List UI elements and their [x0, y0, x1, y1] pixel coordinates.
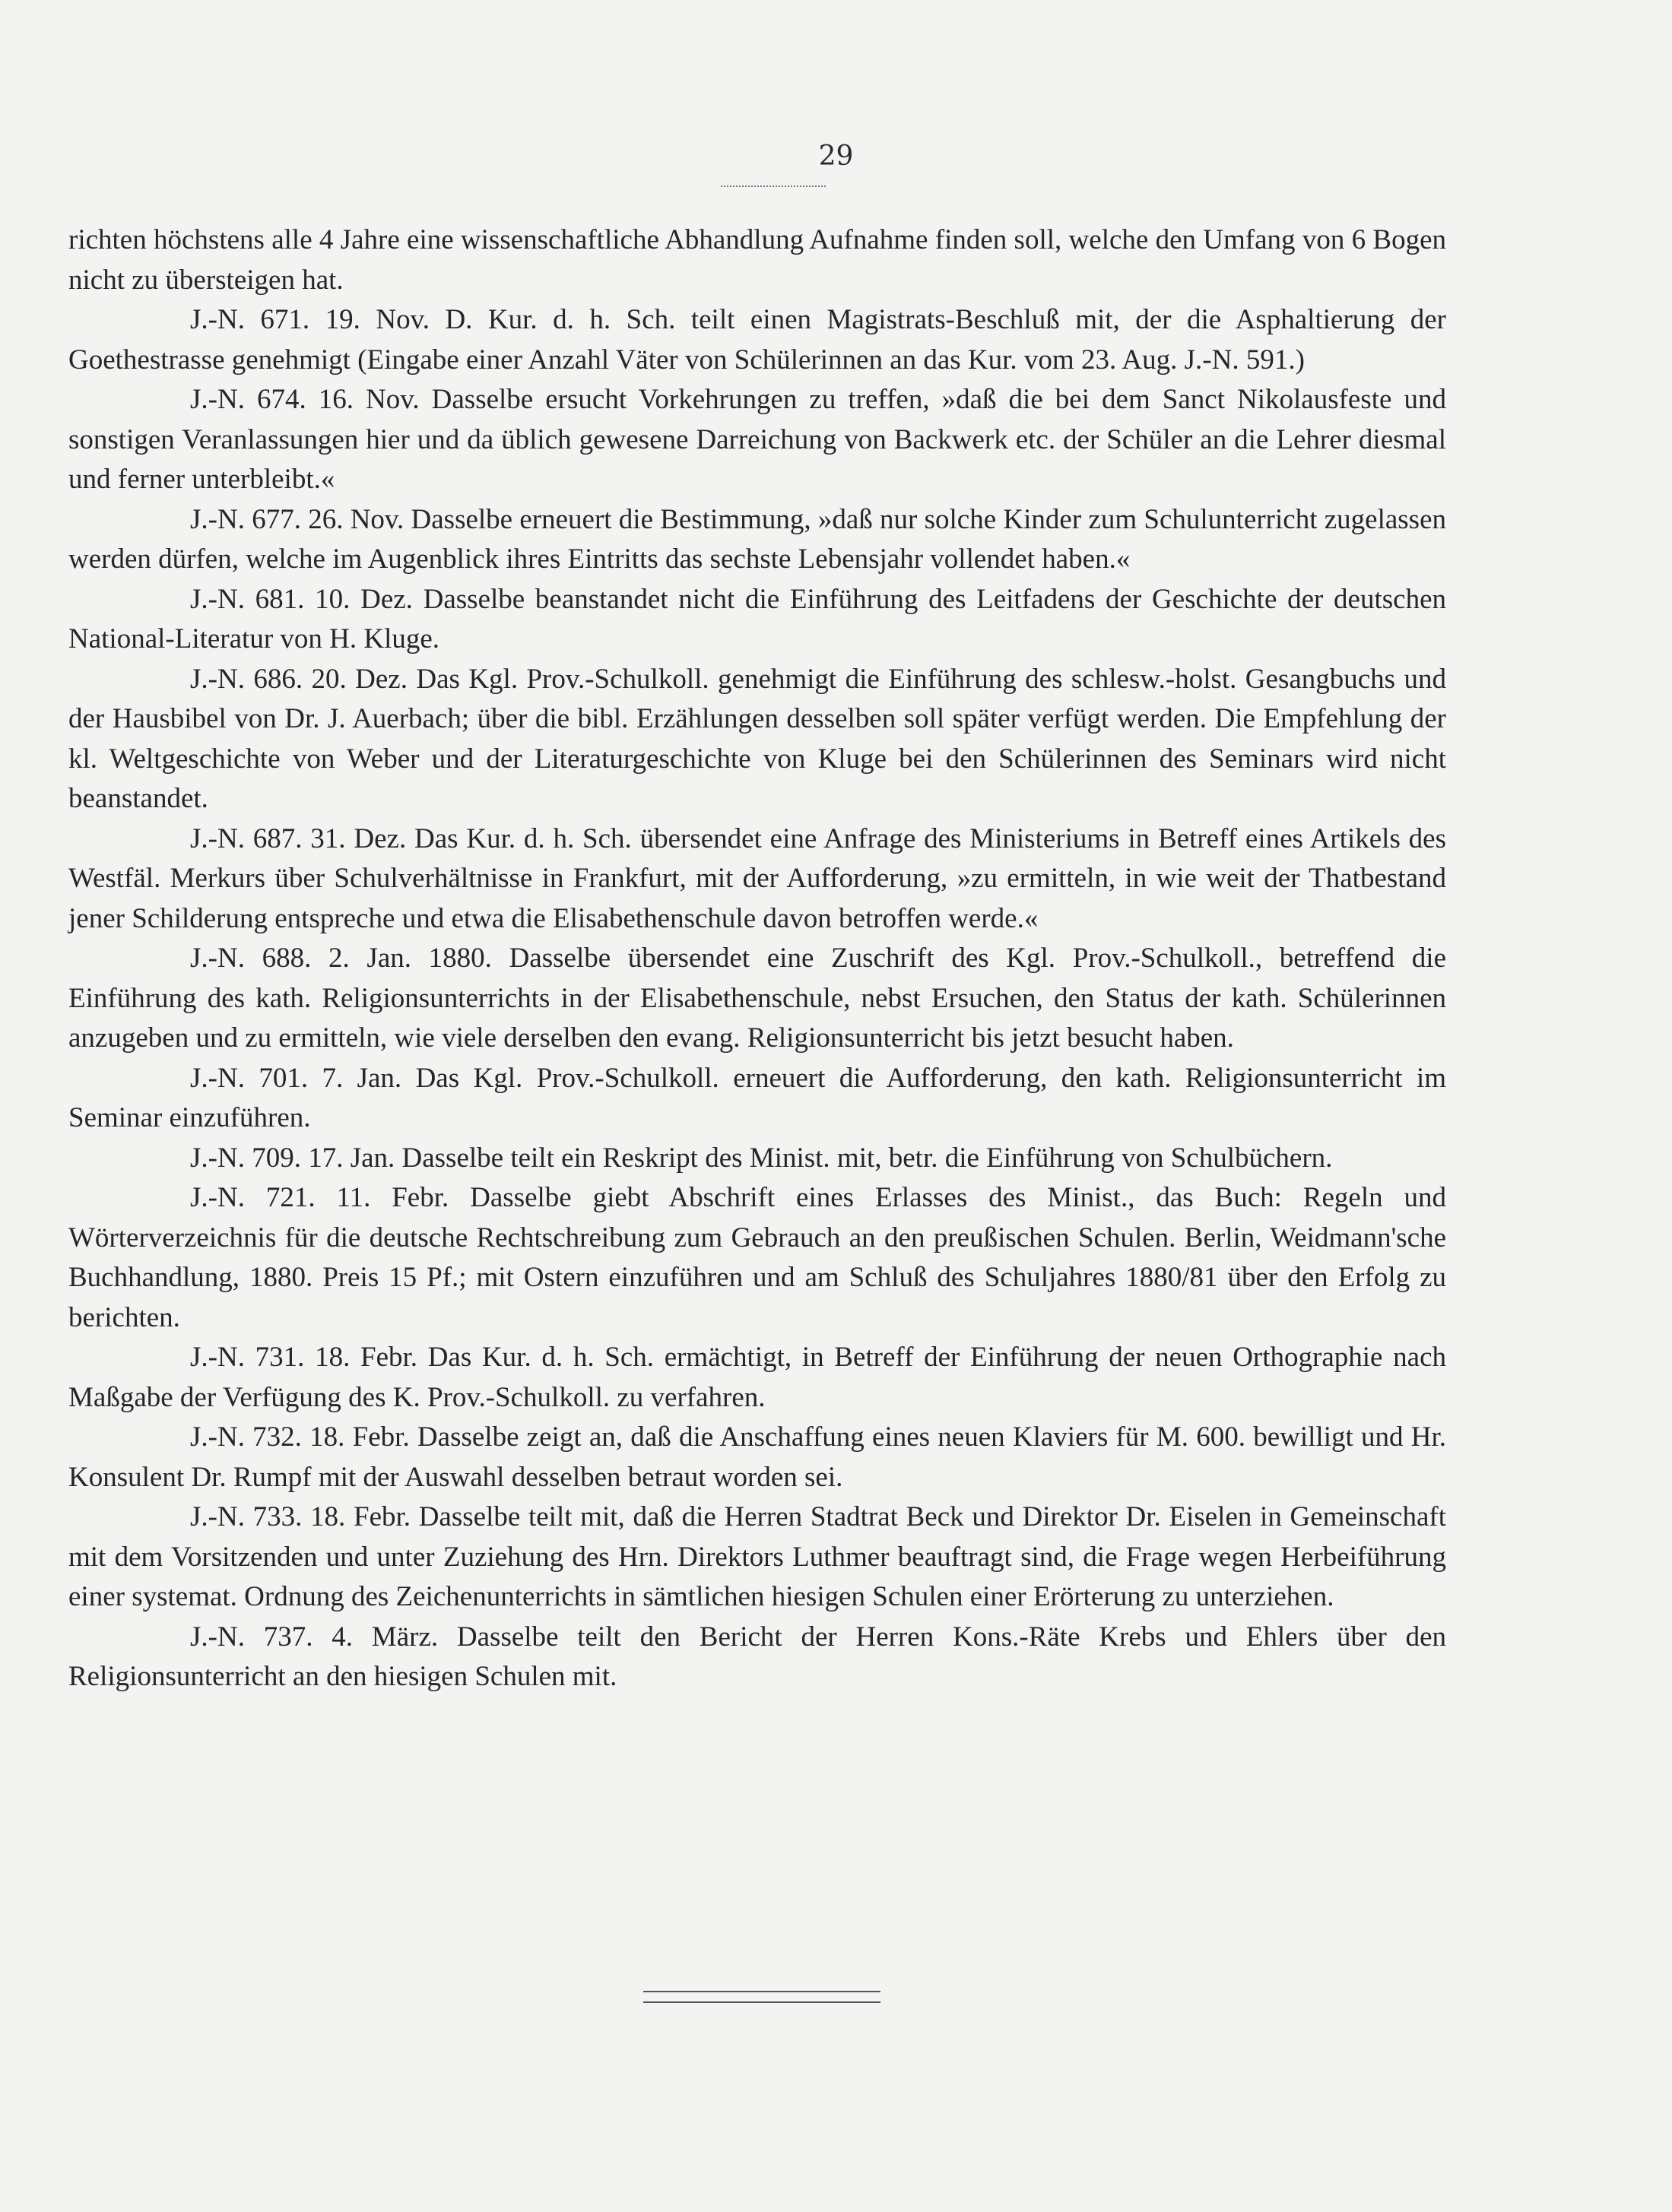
- journal-entry: J.-N. 701. 7. Jan. Das Kgl. Prov.-Schulkoll. erneuert die Aufforderung, den kath. Religionsunterricht im Seminar einzuführen.: [68, 1062, 1446, 1133]
- continued-paragraph: richten höchstens alle 4 Jahre eine wissenschaftliche Abhandlung Aufnahme finden soll, welche den Umfang von 6 Bogen nicht zu übersteigen hat.: [68, 224, 1446, 296]
- journal-entry: J.-N. 737. 4. März. Dasselbe teilt den Bericht der Herren Kons.-Räte Krebs und Ehlers über den Religionsunterricht an den hiesigen Schulen mit.: [68, 1621, 1446, 1692]
- journal-entry: J.-N. 686. 20. Dez. Das Kgl. Prov.-Schulkoll. genehmigt die Einführung des schlesw.-holst. Gesangbuchs und der Hausbibel von Dr. J. Auerbach; über die bibl. Erzählungen desselben soll später verfügt werden. Die Empfehlung der kl. Weltgeschichte von Weber und der Literaturgeschichte von Kluge bei den Schülerinnen des Seminars wird nicht beanstandet.: [68, 663, 1446, 814]
- journal-entry: J.-N. 674. 16. Nov. Dasselbe ersucht Vorkehrungen zu treffen, »daß die bei dem Sanct Nikolausfeste und sonstigen Veranlassungen hier und da üblich gewesene Darreichung von Backwerk etc. der Schüler an die Lehrer diesmal und ferner unterbleibt.«: [68, 384, 1446, 495]
- journal-entry: J.-N. 709. 17. Jan. Dasselbe teilt ein Reskript des Minist. mit, betr. die Einführung von Schulbüchern.: [190, 1142, 1333, 1174]
- journal-entry: J.-N. 733. 18. Febr. Dasselbe teilt mit, daß die Herren Stadtrat Beck und Direktor Dr. Eiselen in Gemeinschaft mit dem Vorsitzenden und unter Zuziehung des Hrn. Direktors Luthmer beauftragt sind, die Frage wegen Herbeiführung einer systemat. Ordnung des Zeichenunterrichts in sämtlichen hiesigen Schulen einer Erörterung zu unterziehen.: [68, 1501, 1446, 1612]
- page-number: 29: [818, 141, 854, 172]
- journal-entry: J.-N. 732. 18. Febr. Dasselbe zeigt an, daß die Anschaffung eines neuen Klaviers für M. 600. bewilligt und Hr. Konsulent Dr. Rumpf mit der Auswahl desselben betraut worden sei.: [68, 1421, 1446, 1493]
- body-text: [68, 220, 1446, 1697]
- journal-entry: J.-N. 671. 19. Nov. D. Kur. d. h. Sch. teilt einen Magistrats-Beschluß mit, der die Asphaltierung der Goethestrasse genehmigt (Eingabe einer Anzahl Väter von Schülerinnen an das Kur. vom 23. Aug. J.-N. 591.): [68, 304, 1446, 376]
- journal-entry: J.-N. 687. 31. Dez. Das Kur. d. h. Sch. übersendet eine Anfrage des Ministeriums in Betreff eines Artikels des Westfäl. Merkurs über Schulverhältnisse in Frankfurt, mit der Aufforderung, »zu ermitteln, in wie weit der Thatbestand jener Schilderung entspreche und etwa die Elisabethenschule davon betroffen werde.«: [68, 822, 1446, 934]
- journal-entry: J.-N. 721. 11. Febr. Dasselbe giebt Abschrift eines Erlasses des Minist., das Buch: Regeln und Wörterverzeichnis für die deutsche Rechtschreibung zum Gebrauch an den preußischen Schulen. Berlin, Weidmann'sche Buchhandlung, 1880. Preis 15 Pf.; mit Ostern einzuführen und am Schluß des Schuljahres 1880/81 über den Erfolg zu berichten.: [68, 1182, 1446, 1333]
- end-double-rule: [643, 1991, 880, 2003]
- journal-entry: J.-N. 688. 2. Jan. 1880. Dasselbe übersendet eine Zuschrift des Kgl. Prov.-Schulkoll., betreffend die Einführung des kath. Religionsunterrichts in der Elisabethenschule, nebst Ersuchen, den Status der kath. Schülerinnen anzugeben und zu ermitteln, wie viele derselben den evang. Religionsunterricht bis jetzt besucht haben.: [68, 943, 1446, 1054]
- journal-entry: J.-N. 677. 26. Nov. Dasselbe erneuert die Bestimmung, »daß nur solche Kinder zum Schulunterricht zugelassen werden dürfen, welche im Augenblick ihres Eintritts das sechste Lebensjahr vollendet haben.«: [68, 503, 1446, 575]
- journal-entry: J.-N. 731. 18. Febr. Das Kur. d. h. Sch. ermächtigt, in Betreff der Einführung der neuen Orthographie nach Maßgabe der Verfügung des K. Prov.-Schulkoll. zu verfahren.: [68, 1342, 1446, 1413]
- journal-entry: J.-N. 681. 10. Dez. Dasselbe beanstandet nicht die Einführung des Leitfadens der Geschichte der deutschen National-Literatur von H. Kluge.: [68, 583, 1446, 654]
- page-number-rule: [721, 185, 826, 187]
